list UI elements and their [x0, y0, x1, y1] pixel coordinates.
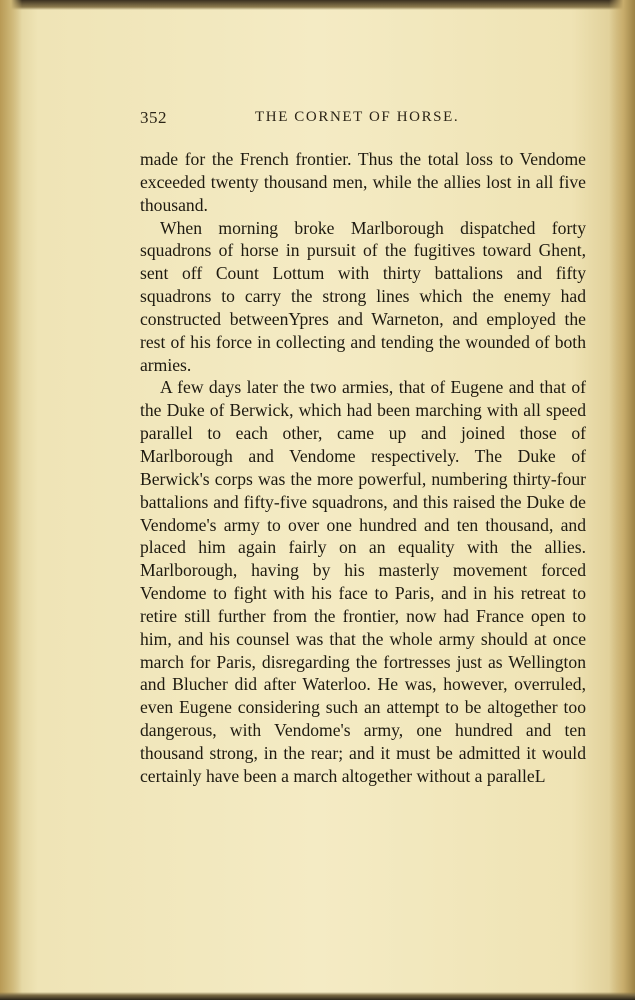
- running-head-title: THE CORNET OF HORSE.: [255, 109, 460, 125]
- paragraph-3: A few days later the two armies, that of Eugene and that of the Duke of Berwick, which had been marching with all speed parallel to each other, came up and joined those of Marlborough and Vendome respectively. The Duke of Berwick's corps was the more powerful, numbering thirty-four battalions and fifty-five squadrons, and this raised the Duke de Vendome's army to over one hundred and ten thousand, and placed him again fairly on an equality with the allies. Marlborough, having by his masterly movement forced Vendome to fight with his face to Paris, and in his retreat to retire still further from the frontier, now had France open to him, and his counsel was that the whole army should at once march for Paris, disregarding the fortresses just as Wellington and Blucher did after Waterloo. He was, however, overruled, even Eugene considering such an attempt to be altogether too dangerous, with Vendome's army, one hundred and ten thousand strong, in the rear; and it must be admitted it would certainly have been a march altogether without a paralleL: [140, 377, 586, 786]
- running-head: [140, 108, 586, 130]
- page-right-edge: [609, 0, 635, 1000]
- paragraph-2: When morning broke Marlborough dispatched forty squadrons of horse in pursuit of the fugitives toward Ghent, sent off Count Lottum with thirty battalions and fifty squadrons to carry the strong lines which the enemy had constructed betweenYpres and Warneton, and employed the rest of his force in collecting and tending the wounded of both armies.: [140, 217, 586, 375]
- page-left-gutter: [0, 0, 22, 1000]
- body-text: [140, 148, 586, 788]
- page-number: 352: [140, 108, 167, 127]
- page-bottom-shadow: [0, 992, 635, 1000]
- paragraph-1: made for the French frontier. Thus the total loss to Vendome exceeded twenty thousand men, while the allies lost in all five thousand.: [140, 149, 586, 215]
- page-top-shadow: [0, 0, 635, 10]
